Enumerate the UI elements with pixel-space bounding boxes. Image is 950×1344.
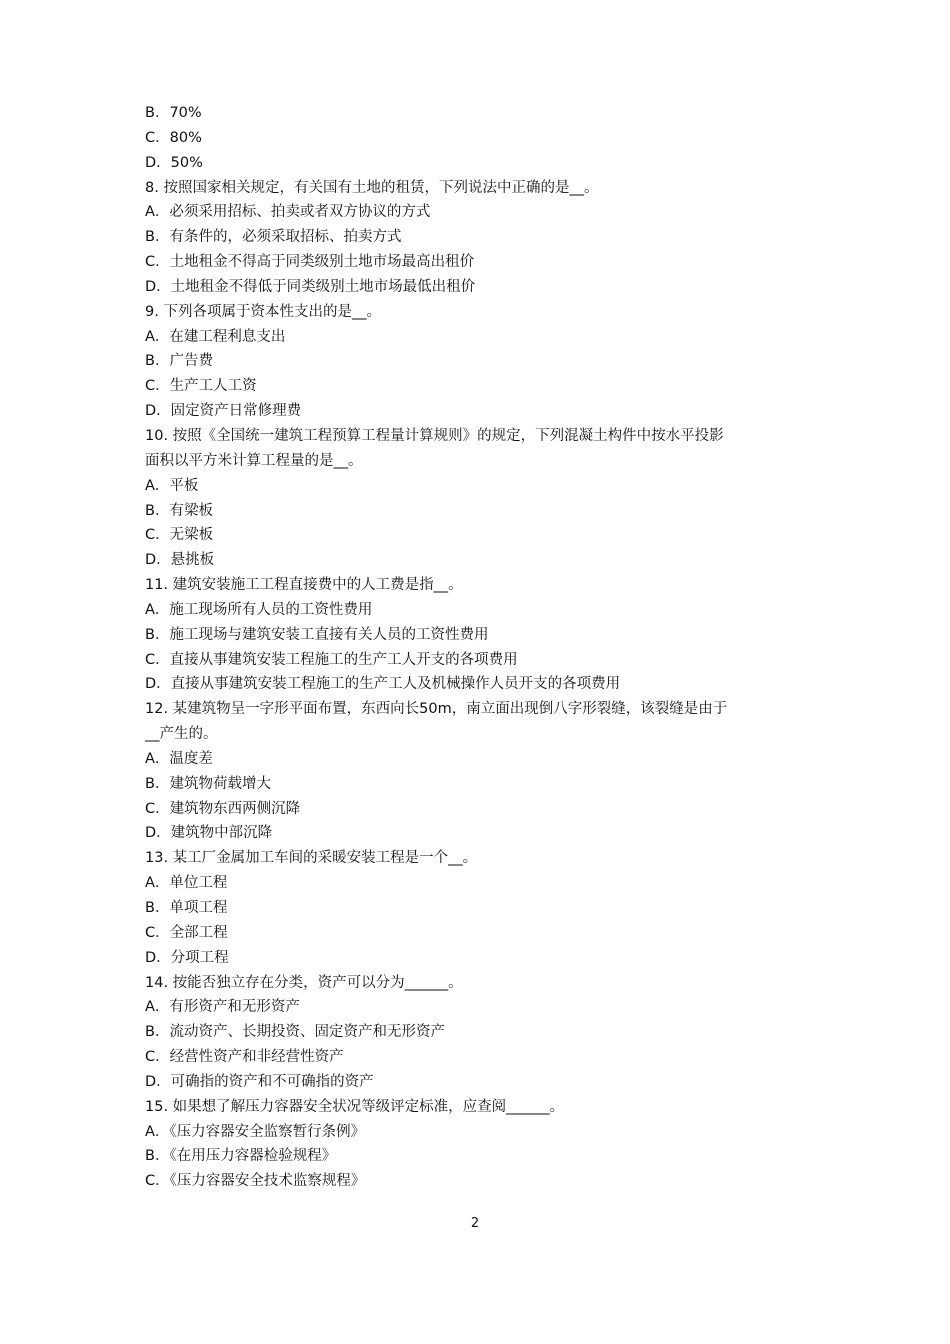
text-line: __产生的。 [145, 726, 218, 743]
text-line: D．固定资产日常修理费 [145, 403, 302, 420]
text-line: B．流动资产、长期投资、固定资产和无形资产 [145, 1024, 445, 1041]
text-line: D．土地租金不得低于同类级别土地市场最低出租价 [145, 278, 476, 295]
text-line: C．建筑物东西两侧沉降 [145, 800, 301, 817]
text-line: A．在建工程利息支出 [145, 328, 286, 345]
text-line: C．直接从事建筑安装工程施工的生产工人开支的各项费用 [145, 651, 518, 668]
text-line: B．广告费 [145, 353, 213, 370]
text-line: B．《在用压力容器检验规程》 [145, 1148, 337, 1165]
page-number: 2 [470, 1216, 480, 1231]
text-line: C．80% [145, 129, 202, 146]
text-line: C．经营性资产和非经营性资产 [145, 1049, 344, 1066]
text-line: 15. 如果想了解压力容器安全状况等级评定标准，应查阅______。 [145, 1098, 565, 1115]
text-line: 9. 下列各项属于资本性支出的是__。 [145, 303, 381, 320]
text-line: 8. 按照国家相关规定，有关国有土地的租赁，下列说法中正确的是__。 [145, 179, 599, 196]
text-line: 12. 某建筑物呈一字形平面布置，东西向长50m，南立面出现倒八字形裂缝，该裂缝是由于 [145, 701, 728, 718]
text-line: 11. 建筑安装施工工程直接费中的人工费是指__。 [145, 577, 463, 594]
text-line: A．施工现场所有人员的工资性费用 [145, 601, 373, 618]
text-line: 面积以平方米计算工程量的是__。 [145, 452, 363, 469]
text-line: A．单位工程 [145, 875, 228, 892]
text-line: B．施工现场与建筑安装工直接有关人员的工资性费用 [145, 626, 489, 643]
text-line: B．有梁板 [145, 502, 213, 519]
text-line: D．直接从事建筑安装工程施工的生产工人及机械操作人员开支的各项费用 [145, 676, 621, 693]
text-line: C．《压力容器安全技术监察规程》 [145, 1173, 366, 1190]
text-line: 10. 按照《全国统一建筑工程预算工程量计算规则》的规定，下列混凝土构件中按水平投影 [145, 427, 724, 444]
text-line: B．70% [145, 105, 202, 121]
text-line: A．温度差 [145, 750, 213, 767]
text-line: A．《压力容器安全监察暂行条例》 [145, 1123, 366, 1140]
text-line: A．必须采用招标、拍卖或者双方协议的方式 [145, 204, 431, 221]
text-line: D．分项工程 [145, 949, 229, 966]
text-line: D．50% [145, 154, 203, 171]
text-line: C．生产工人工资 [145, 378, 257, 395]
text-line: C．无梁板 [145, 527, 214, 544]
text-line: B．单项工程 [145, 900, 228, 916]
text-line: D．悬挑板 [145, 552, 215, 569]
text-line: D．可确指的资产和不可确指的资产 [145, 1073, 374, 1090]
text-line: B．建筑物荷载增大 [145, 775, 271, 792]
text-line: B．有条件的，必须采取招标、拍卖方式 [145, 229, 402, 246]
text-line: A．有形资产和无形资产 [145, 999, 300, 1016]
text-line: 13. 某工厂金属加工车间的采暖安装工程是一个__。 [145, 850, 478, 867]
text-line: C．土地租金不得高于同类级别土地市场最高出租价 [145, 254, 475, 271]
text-line: 14. 按能否独立存在分类，资产可以分为______。 [145, 974, 463, 991]
text-line: D．建筑物中部沉降 [145, 825, 273, 842]
document-body [145, 101, 825, 1194]
text-line: C．全部工程 [145, 924, 228, 941]
text-line: A．平板 [145, 477, 199, 494]
